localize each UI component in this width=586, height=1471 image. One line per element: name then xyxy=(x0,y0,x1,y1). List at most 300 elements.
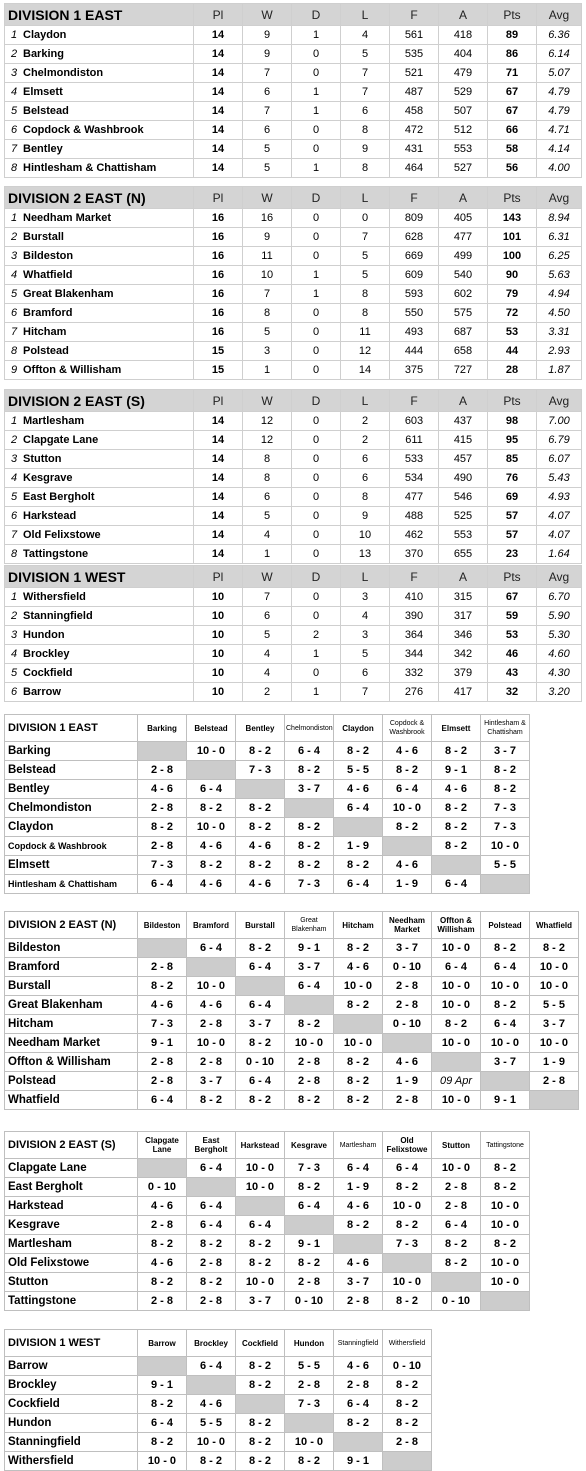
standings-row xyxy=(5,412,582,431)
lost: 7 xyxy=(341,228,390,247)
result-cell: 7 - 3 xyxy=(481,818,530,837)
self-match-cell xyxy=(383,837,432,856)
standings-row xyxy=(5,683,582,702)
team-name: Needham Market xyxy=(23,212,112,224)
team-cell xyxy=(5,140,194,159)
played: 10 xyxy=(194,626,243,645)
result-cell: 10 - 0 xyxy=(481,1254,530,1273)
total-points: 76 xyxy=(488,469,537,488)
result-cell: 8 - 2 xyxy=(432,1235,481,1254)
result-cell: 8 - 2 xyxy=(285,1015,334,1034)
result-cell: 8 - 2 xyxy=(481,761,530,780)
average: 4.14 xyxy=(537,140,582,159)
points-against: 317 xyxy=(439,607,488,626)
self-match-cell xyxy=(236,1395,285,1414)
team-cell xyxy=(5,488,194,507)
position: 4 xyxy=(10,86,18,98)
result-cell: 8 - 2 xyxy=(334,742,383,761)
position: 3 xyxy=(10,453,18,465)
drawn: 0 xyxy=(292,209,341,228)
grid-row xyxy=(5,1091,579,1110)
drawn: 0 xyxy=(292,526,341,545)
result-cell: 4 - 6 xyxy=(138,1197,187,1216)
home-team: Hundon xyxy=(5,1414,138,1433)
won: 7 xyxy=(243,102,292,121)
position: 8 xyxy=(10,162,18,174)
opponent-header: Hintlesham & Chattisham xyxy=(481,715,530,742)
result-cell: 4 - 6 xyxy=(383,1053,432,1072)
team-cell xyxy=(5,607,194,626)
won: 6 xyxy=(243,488,292,507)
total-points: 23 xyxy=(488,545,537,564)
standings-row xyxy=(5,488,582,507)
result-cell: 8 - 2 xyxy=(236,1357,285,1376)
column-header: D xyxy=(292,4,341,26)
result-cell: 8 - 2 xyxy=(383,1292,432,1311)
position: 4 xyxy=(10,269,18,281)
result-cell: 8 - 2 xyxy=(383,1216,432,1235)
grid-header-row xyxy=(5,1330,432,1357)
result-cell: 8 - 2 xyxy=(187,1273,236,1292)
total-points: 28 xyxy=(488,361,537,380)
grid-row xyxy=(5,1034,579,1053)
grid-header-row xyxy=(5,912,579,939)
result-cell: 2 - 8 xyxy=(138,761,187,780)
points-against: 405 xyxy=(439,209,488,228)
column-header: L xyxy=(341,566,390,588)
home-team: Old Felixstowe xyxy=(5,1254,138,1273)
result-cell: 10 - 0 xyxy=(481,1197,530,1216)
lost: 3 xyxy=(341,588,390,607)
played: 14 xyxy=(194,121,243,140)
opponent-header: Stanningfield xyxy=(334,1330,383,1357)
self-match-cell xyxy=(285,799,334,818)
result-cell: 3 - 7 xyxy=(530,1015,579,1034)
total-points: 86 xyxy=(488,45,537,64)
points-against: 658 xyxy=(439,342,488,361)
result-cell: 9 - 1 xyxy=(481,1091,530,1110)
league-table-division-1-east xyxy=(4,3,582,178)
total-points: 98 xyxy=(488,412,537,431)
home-team: Hitcham xyxy=(5,1015,138,1034)
average: 8.94 xyxy=(537,209,582,228)
result-cell: 7 - 3 xyxy=(285,875,334,894)
self-match-cell xyxy=(236,1197,285,1216)
team-cell xyxy=(5,526,194,545)
column-header: L xyxy=(341,390,390,412)
result-cell: 9 - 1 xyxy=(285,1235,334,1254)
points-against: 527 xyxy=(439,159,488,178)
team-name: Copdock & Washbrook xyxy=(23,124,144,136)
column-header: Pl xyxy=(194,4,243,26)
average: 2.93 xyxy=(537,342,582,361)
won: 7 xyxy=(243,588,292,607)
result-cell: 6 - 4 xyxy=(187,1357,236,1376)
won: 6 xyxy=(243,121,292,140)
points-for: 364 xyxy=(390,626,439,645)
played: 16 xyxy=(194,266,243,285)
average: 1.64 xyxy=(537,545,582,564)
played: 16 xyxy=(194,228,243,247)
played: 10 xyxy=(194,664,243,683)
won: 9 xyxy=(243,26,292,45)
result-cell: 8 - 2 xyxy=(138,1273,187,1292)
self-match-cell xyxy=(138,1159,187,1178)
points-for: 410 xyxy=(390,588,439,607)
result-cell: 10 - 0 xyxy=(530,1034,579,1053)
team-cell xyxy=(5,121,194,140)
won: 4 xyxy=(243,645,292,664)
self-match-cell xyxy=(236,780,285,799)
result-cell: 8 - 2 xyxy=(236,939,285,958)
result-cell: 4 - 6 xyxy=(334,1357,383,1376)
total-points: 67 xyxy=(488,102,537,121)
self-match-cell xyxy=(285,996,334,1015)
team-name: Whatfield xyxy=(23,269,73,281)
result-cell: 0 - 10 xyxy=(236,1053,285,1072)
points-for: 609 xyxy=(390,266,439,285)
result-cell: 10 - 0 xyxy=(187,1034,236,1053)
result-cell: 10 - 0 xyxy=(432,977,481,996)
home-team: Elmsett xyxy=(5,856,138,875)
team-name: Great Blakenham xyxy=(23,288,114,300)
team-cell xyxy=(5,285,194,304)
total-points: 72 xyxy=(488,304,537,323)
points-for: 370 xyxy=(390,545,439,564)
team-cell xyxy=(5,664,194,683)
lost: 2 xyxy=(341,412,390,431)
played: 14 xyxy=(194,83,243,102)
result-cell: 8 - 2 xyxy=(285,1452,334,1471)
grid-row xyxy=(5,856,530,875)
result-cell: 8 - 2 xyxy=(236,1414,285,1433)
result-cell: 4 - 6 xyxy=(334,958,383,977)
result-cell: 4 - 6 xyxy=(334,780,383,799)
result-cell: 6 - 4 xyxy=(432,1216,481,1235)
result-cell: 7 - 3 xyxy=(236,761,285,780)
result-cell: 8 - 2 xyxy=(236,818,285,837)
result-cell: 8 - 2 xyxy=(187,1091,236,1110)
points-against: 512 xyxy=(439,121,488,140)
drawn: 0 xyxy=(292,545,341,564)
standings-row xyxy=(5,102,582,121)
team-cell xyxy=(5,304,194,323)
opponent-header: Harkstead xyxy=(236,1132,285,1159)
opponent-header: Whatfield xyxy=(530,912,579,939)
result-cell: 8 - 2 xyxy=(138,977,187,996)
result-cell: 8 - 2 xyxy=(481,939,530,958)
result-cell: 8 - 2 xyxy=(187,1235,236,1254)
grid-row xyxy=(5,977,579,996)
points-for: 521 xyxy=(390,64,439,83)
result-cell: 1 - 9 xyxy=(334,837,383,856)
result-cell: 5 - 5 xyxy=(334,761,383,780)
points-against: 529 xyxy=(439,83,488,102)
result-cell: 10 - 0 xyxy=(334,1034,383,1053)
column-header: A xyxy=(439,4,488,26)
result-cell: 10 - 0 xyxy=(383,1197,432,1216)
total-points: 32 xyxy=(488,683,537,702)
opponent-header: Barking xyxy=(138,715,187,742)
result-cell: 10 - 0 xyxy=(138,1452,187,1471)
team-name: Withersfield xyxy=(23,591,86,603)
home-team: Clapgate Lane xyxy=(5,1159,138,1178)
grid-row xyxy=(5,1452,432,1471)
team-cell xyxy=(5,588,194,607)
result-cell: 8 - 2 xyxy=(285,761,334,780)
standings-row xyxy=(5,342,582,361)
points-against: 540 xyxy=(439,266,488,285)
drawn: 1 xyxy=(292,285,341,304)
home-team: Bramford xyxy=(5,958,138,977)
points-against: 499 xyxy=(439,247,488,266)
points-for: 462 xyxy=(390,526,439,545)
average: 4.00 xyxy=(537,159,582,178)
total-points: 67 xyxy=(488,83,537,102)
drawn: 0 xyxy=(292,342,341,361)
average: 4.79 xyxy=(537,102,582,121)
lost: 9 xyxy=(341,140,390,159)
points-against: 346 xyxy=(439,626,488,645)
result-cell: 1 - 9 xyxy=(334,1178,383,1197)
result-cell: 8 - 2 xyxy=(432,818,481,837)
grid-row xyxy=(5,1072,579,1091)
points-for: 550 xyxy=(390,304,439,323)
result-cell: 2 - 8 xyxy=(138,1053,187,1072)
home-team: Claydon xyxy=(5,818,138,837)
lost: 5 xyxy=(341,645,390,664)
result-cell: 2 - 8 xyxy=(187,1015,236,1034)
lost: 8 xyxy=(341,159,390,178)
position: 4 xyxy=(10,472,18,484)
team-name: Elmsett xyxy=(23,86,63,98)
result-cell: 6 - 4 xyxy=(334,875,383,894)
result-cell: 8 - 2 xyxy=(187,799,236,818)
points-against: 546 xyxy=(439,488,488,507)
position: 8 xyxy=(10,345,18,357)
home-team: Great Blakenham xyxy=(5,996,138,1015)
result-cell: 4 - 6 xyxy=(138,1254,187,1273)
home-team: Cockfield xyxy=(5,1395,138,1414)
total-points: 43 xyxy=(488,664,537,683)
team-name: Tattingstone xyxy=(23,548,89,560)
standings-row xyxy=(5,431,582,450)
column-header: Avg xyxy=(537,390,582,412)
won: 8 xyxy=(243,304,292,323)
position: 1 xyxy=(10,415,18,427)
team-cell xyxy=(5,450,194,469)
grid-row xyxy=(5,996,579,1015)
position: 5 xyxy=(10,491,18,503)
league-table-division-2-east-s xyxy=(4,389,582,564)
drawn: 2 xyxy=(292,626,341,645)
team-name: Bentley xyxy=(23,143,63,155)
played: 14 xyxy=(194,45,243,64)
team-name: Burstall xyxy=(23,231,64,243)
self-match-cell xyxy=(285,1414,334,1433)
standings-row xyxy=(5,361,582,380)
standings-row xyxy=(5,645,582,664)
opponent-header: Hundon xyxy=(285,1330,334,1357)
lost: 4 xyxy=(341,26,390,45)
opponent-header: Tattingstone xyxy=(481,1132,530,1159)
league-header-row xyxy=(5,187,582,209)
team-name: Hundon xyxy=(23,629,65,641)
average: 6.70 xyxy=(537,588,582,607)
played: 16 xyxy=(194,247,243,266)
drawn: 0 xyxy=(292,64,341,83)
position: 5 xyxy=(10,288,18,300)
played: 14 xyxy=(194,469,243,488)
position: 7 xyxy=(10,529,18,541)
played: 16 xyxy=(194,304,243,323)
result-cell: 8 - 2 xyxy=(236,799,285,818)
points-against: 553 xyxy=(439,526,488,545)
lost: 5 xyxy=(341,247,390,266)
played: 14 xyxy=(194,102,243,121)
points-against: 727 xyxy=(439,361,488,380)
lost: 6 xyxy=(341,102,390,121)
points-against: 687 xyxy=(439,323,488,342)
team-cell xyxy=(5,412,194,431)
result-cell: 0 - 10 xyxy=(138,1178,187,1197)
team-name: Martlesham xyxy=(23,415,85,427)
column-header: D xyxy=(292,390,341,412)
grid-title: DIVISION 2 EAST (S) xyxy=(5,1132,138,1159)
average: 6.14 xyxy=(537,45,582,64)
result-cell: 4 - 6 xyxy=(383,856,432,875)
team-cell xyxy=(5,626,194,645)
result-cell: 6 - 4 xyxy=(187,1197,236,1216)
team-cell xyxy=(5,26,194,45)
team-cell xyxy=(5,342,194,361)
won: 1 xyxy=(243,361,292,380)
result-cell: 8 - 2 xyxy=(334,939,383,958)
points-for: 431 xyxy=(390,140,439,159)
average: 4.94 xyxy=(537,285,582,304)
result-cell: 6 - 4 xyxy=(481,958,530,977)
drawn: 0 xyxy=(292,247,341,266)
opponent-header: Bentley xyxy=(236,715,285,742)
result-cell: 8 - 2 xyxy=(236,1376,285,1395)
result-cell: 8 - 2 xyxy=(187,1452,236,1471)
result-cell: 6 - 4 xyxy=(334,1159,383,1178)
result-cell: 10 - 0 xyxy=(530,958,579,977)
self-match-cell xyxy=(334,1433,383,1452)
position: 1 xyxy=(10,212,18,224)
result-cell: 7 - 3 xyxy=(138,1015,187,1034)
result-cell: 0 - 10 xyxy=(383,1015,432,1034)
played: 10 xyxy=(194,588,243,607)
grid-title: DIVISION 1 EAST xyxy=(5,715,138,742)
result-cell: 0 - 10 xyxy=(285,1292,334,1311)
standings-row xyxy=(5,607,582,626)
lost: 11 xyxy=(341,323,390,342)
standings-row xyxy=(5,545,582,564)
standings-row xyxy=(5,285,582,304)
grid-row xyxy=(5,958,579,977)
lost: 5 xyxy=(341,45,390,64)
result-cell: 2 - 8 xyxy=(187,1053,236,1072)
team-name: Chelmondiston xyxy=(23,67,104,79)
league-title: DIVISION 1 EAST xyxy=(5,4,194,26)
result-cell: 8 - 2 xyxy=(236,856,285,875)
column-header: W xyxy=(243,390,292,412)
standings-row xyxy=(5,121,582,140)
result-cell: 2 - 8 xyxy=(187,1254,236,1273)
league-title: DIVISION 2 EAST (N) xyxy=(5,187,194,209)
result-cell: 7 - 3 xyxy=(285,1395,334,1414)
self-match-cell xyxy=(432,1273,481,1292)
column-header: D xyxy=(292,187,341,209)
result-cell: 8 - 2 xyxy=(138,1395,187,1414)
self-match-cell xyxy=(432,856,481,875)
points-for: 477 xyxy=(390,488,439,507)
points-for: 487 xyxy=(390,83,439,102)
home-team: Offton & Willisham xyxy=(5,1053,138,1072)
result-cell: 8 - 2 xyxy=(383,818,432,837)
points-for: 344 xyxy=(390,645,439,664)
team-cell xyxy=(5,507,194,526)
grid-row xyxy=(5,1159,530,1178)
average: 7.00 xyxy=(537,412,582,431)
result-cell: 6 - 4 xyxy=(285,977,334,996)
lost: 5 xyxy=(341,266,390,285)
column-header: Pts xyxy=(488,566,537,588)
average: 4.07 xyxy=(537,526,582,545)
grid-header-row xyxy=(5,715,530,742)
points-against: 457 xyxy=(439,450,488,469)
team-cell xyxy=(5,645,194,664)
won: 4 xyxy=(243,526,292,545)
position: 3 xyxy=(10,67,18,79)
team-name: Kesgrave xyxy=(23,472,73,484)
self-match-cell xyxy=(481,1292,530,1311)
won: 3 xyxy=(243,342,292,361)
result-cell: 2 - 8 xyxy=(138,958,187,977)
total-points: 44 xyxy=(488,342,537,361)
result-cell: 8 - 2 xyxy=(187,856,236,875)
played: 14 xyxy=(194,488,243,507)
grid-row xyxy=(5,1414,432,1433)
team-name: Cockfield xyxy=(23,667,73,679)
home-team: Kesgrave xyxy=(5,1216,138,1235)
result-cell: 8 - 2 xyxy=(334,1072,383,1091)
result-cell: 2 - 8 xyxy=(285,1273,334,1292)
result-cell: 8 - 2 xyxy=(383,1178,432,1197)
results-grid-division-2-east-s xyxy=(4,1131,530,1311)
points-for: 375 xyxy=(390,361,439,380)
home-team: East Bergholt xyxy=(5,1178,138,1197)
result-cell: 8 - 2 xyxy=(236,1034,285,1053)
points-for: 390 xyxy=(390,607,439,626)
result-cell: 0 - 10 xyxy=(383,958,432,977)
average: 4.93 xyxy=(537,488,582,507)
position: 2 xyxy=(10,610,18,622)
result-cell: 8 - 2 xyxy=(530,939,579,958)
drawn: 0 xyxy=(292,121,341,140)
home-team: Hintlesham & Chattisham xyxy=(5,875,138,894)
drawn: 0 xyxy=(292,588,341,607)
result-cell: 4 - 6 xyxy=(383,742,432,761)
result-cell: 1 - 9 xyxy=(383,1072,432,1091)
result-cell: 6 - 4 xyxy=(481,1015,530,1034)
opponent-header: Elmsett xyxy=(432,715,481,742)
played: 14 xyxy=(194,507,243,526)
home-team: Chelmondiston xyxy=(5,799,138,818)
opponent-header: Bildeston xyxy=(138,912,187,939)
won: 5 xyxy=(243,323,292,342)
